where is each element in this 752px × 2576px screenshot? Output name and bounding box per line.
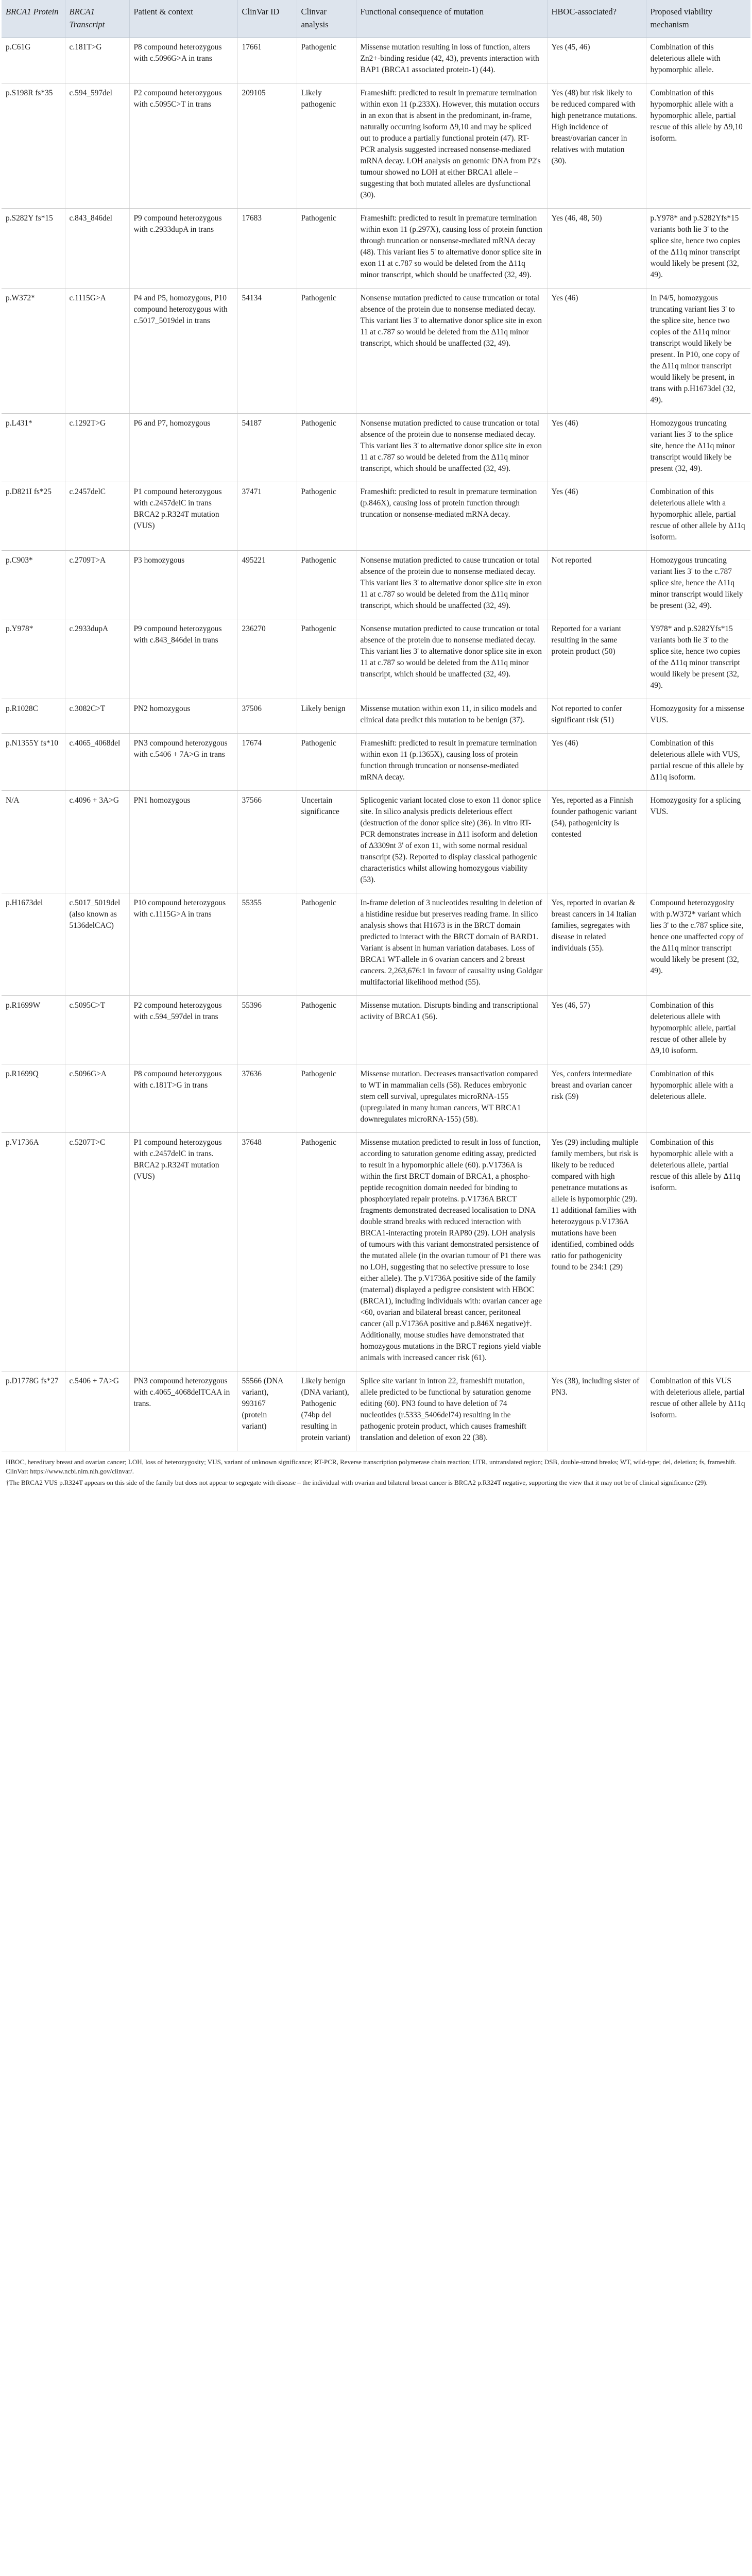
cell-transcript: c.843_846del: [65, 209, 129, 289]
cell-transcript: c.5406 + 7A>G: [65, 1371, 129, 1451]
cell-viability: In P4/5, homozygous truncating variant lies 3' to the splice site, hence two copies of the Δ11q minor transcript would likely be present. In P10, one copy of the Δ11q minor transcript would likely be present, in trans with p.H1673del (32, 49).: [646, 289, 750, 414]
cell-clinvar-analysis: Likely benign (DNA variant), Pathogenic (74bp del resulting in protein variant): [297, 1371, 356, 1451]
cell-patient: P8 compound heterozygous with c.5096G>A in trans: [129, 38, 237, 83]
cell-patient: P6 and P7, homozygous: [129, 414, 237, 482]
cell-viability: Compound heterozygosity with p.W372* variant which lies 3' to the c.787 splice site, hence one unaffected copy of the Δ11q minor transcript would likely be present (32, 49).: [646, 893, 750, 996]
cell-functional: In-frame deletion of 3 nucleotides resulting in deletion of a histidine residue but preserves reading frame. In silico analysis shows that H1673 is in the BRCT domain predicted to interact with the BRCT domain of BARD1. Variant is absent in human variation databases. Loss of BRCA1 WT-allele in 6 ovarian cancers and 2 breast cancers. 2,263,676:1 in favour of causality using Goldgar multifactorial likelihood method (55).: [356, 893, 547, 996]
cell-protein: p.D821I fs*25: [2, 482, 65, 551]
cell-viability: Combination of this deleterious allele with VUS, partial rescue of this allele by Δ11q isoform.: [646, 734, 750, 791]
cell-protein: p.R1699Q: [2, 1064, 65, 1133]
cell-protein: p.C61G: [2, 38, 65, 83]
table-row: [2, 791, 750, 893]
header-protein: BRCA1 Protein: [2, 0, 65, 38]
table-row: [2, 1064, 750, 1133]
cell-functional: Missense mutation resulting in loss of function, alters Zn2+-binding residue (42, 43), prevents interaction with BAP1 (BRCA1 associated protein-1) (44).: [356, 38, 547, 83]
cell-clinvar-analysis: Pathogenic: [297, 209, 356, 289]
cell-functional: Splice site variant in intron 22, frameshift mutation, allele predicted to be functional by saturation genome editing (60). PN3 found to have deletion of 74 nucleotides (r.5333_5406del74) resulting in the pathogenic protein product, which causes frameshift translation and deletion of exon 22 (38).: [356, 1371, 547, 1451]
cell-viability: Combination of this VUS with deleterious allele, partial rescue of other allele by Δ11q isoform.: [646, 1371, 750, 1451]
cell-viability: Homozygous truncating variant lies 3' to the splice site, hence the Δ11q minor transcript would likely be present (32, 49).: [646, 414, 750, 482]
cell-viability: Combination of this deleterious allele with hypomorphic allele.: [646, 38, 750, 83]
cell-patient: P3 homozygous: [129, 551, 237, 619]
cell-clinvar-analysis: Pathogenic: [297, 619, 356, 699]
cell-functional: Nonsense mutation predicted to cause truncation or total absence of the protein due to nonsense mediated decay. This variant lies 3' to alternative donor splice site in exon 11 at c.787 so would be deleted from the Δ11q minor transcript, which should be unaffected (32, 49).: [356, 414, 547, 482]
cell-hboc: Yes (46, 57): [547, 996, 646, 1064]
cell-transcript: c.2457delC: [65, 482, 129, 551]
table-footnotes: [2, 1451, 750, 1487]
cell-protein: p.L431*: [2, 414, 65, 482]
cell-clinvar-id: 236270: [237, 619, 297, 699]
header-clinvar-id: ClinVar ID: [237, 0, 297, 38]
cell-functional: Nonsense mutation predicted to cause truncation or total absence of the protein due to nonsense mediated decay. This variant lies 3' to alternative donor splice site in exon 11 at c.787 so would be deleted from the Δ11q minor transcript, which should be unaffected (32, 49).: [356, 619, 547, 699]
cell-functional: Nonsense mutation predicted to cause truncation or total absence of the protein due to nonsense mediated decay. This variant lies 3' to alternative donor splice site in exon 11 at c.787 so would be deleted from the Δ11q minor transcript, which should be unaffected (32, 49).: [356, 551, 547, 619]
cell-hboc: Yes, reported as a Finnish founder pathogenic variant (54), pathogenicity is contested: [547, 791, 646, 893]
cell-clinvar-id: 17674: [237, 734, 297, 791]
cell-clinvar-analysis: Likely benign: [297, 699, 356, 734]
cell-hboc: Yes (45, 46): [547, 38, 646, 83]
cell-clinvar-analysis: Pathogenic: [297, 289, 356, 414]
cell-functional: Nonsense mutation predicted to cause truncation or total absence of the protein due to nonsense mediated decay. This variant lies 3' to alternative donor splice site in exon 11 at c.787 so would be deleted from the Δ11q minor transcript, which should be unaffected (32, 49).: [356, 289, 547, 414]
header-hboc: HBOC-associated?: [547, 0, 646, 38]
cell-protein: p.H1673del: [2, 893, 65, 996]
cell-transcript: c.1115G>A: [65, 289, 129, 414]
cell-clinvar-analysis: Uncertain significance: [297, 791, 356, 893]
cell-hboc: Yes (46): [547, 482, 646, 551]
cell-clinvar-id: 54187: [237, 414, 297, 482]
cell-clinvar-id: 37636: [237, 1064, 297, 1133]
cell-viability: p.Y978* and p.S282Yfs*15 variants both lie 3' to the splice site, hence two copies of the Δ11q minor transcript would likely be present (32, 49).: [646, 209, 750, 289]
cell-viability: Homozygosity for a missense VUS.: [646, 699, 750, 734]
cell-transcript: c.3082C>T: [65, 699, 129, 734]
cell-hboc: Yes (38), including sister of PN3.: [547, 1371, 646, 1451]
cell-patient: P9 compound heterozygous with c.2933dupA in trans: [129, 209, 237, 289]
cell-clinvar-id: 55566 (DNA variant), 993167 (protein variant): [237, 1371, 297, 1451]
header-clinvar-analysis: Clinvar analysis: [297, 0, 356, 38]
cell-clinvar-analysis: Pathogenic: [297, 38, 356, 83]
cell-patient: P9 compound heterozygous with c.843_846del in trans: [129, 619, 237, 699]
cell-hboc: Yes (46, 48, 50): [547, 209, 646, 289]
cell-protein: p.V1736A: [2, 1133, 65, 1371]
table-row: [2, 699, 750, 734]
cell-clinvar-analysis: Pathogenic: [297, 996, 356, 1064]
cell-functional: Missense mutation. Decreases transactivation compared to WT in mammalian cells (58). Reduces embryonic stem cell survival, upregulates microRNA-155 (upregulated in many human cancers, WT BRCA1 downregulates microRNA-155) (58).: [356, 1064, 547, 1133]
table-row: [2, 619, 750, 699]
table-row: [2, 414, 750, 482]
footnote-abbreviations: HBOC, hereditary breast and ovarian cancer; LOH, loss of heterozygosity; VUS, variant of unknown significance; RT-PCR, Reverse transcription polymerase chain reaction; UTR, untranslated region; DSB, double-strand breaks; WT, wild-type; del, deletion; fs, frameshift. ClinVar: https://www.ncbi.nlm.nih.gov/clinvar/.: [6, 1458, 737, 1475]
cell-clinvar-id: 55396: [237, 996, 297, 1064]
table-row: [2, 209, 750, 289]
cell-viability: Homozygosity for a splicing VUS.: [646, 791, 750, 893]
cell-patient: PN1 homozygous: [129, 791, 237, 893]
cell-patient: PN2 homozygous: [129, 699, 237, 734]
table-row: [2, 1133, 750, 1371]
cell-protein: p.Y978*: [2, 619, 65, 699]
cell-clinvar-id: 55355: [237, 893, 297, 996]
cell-patient: P8 compound heterozygous with c.181T>G in trans: [129, 1064, 237, 1133]
cell-hboc: Not reported to confer significant risk (51): [547, 699, 646, 734]
cell-viability: Y978* and p.S282Yfs*15 variants both lie 3' to the splice site, hence two copies of the Δ11q minor transcript would likely be present (32, 49).: [646, 619, 750, 699]
brca1-variant-table: [2, 0, 750, 1451]
cell-functional: Missense mutation. Disrupts binding and transcriptional activity of BRCA1 (56).: [356, 996, 547, 1064]
header-patient: Patient & context: [129, 0, 237, 38]
cell-clinvar-id: 209105: [237, 83, 297, 209]
cell-hboc: Yes (46): [547, 414, 646, 482]
cell-protein: p.R1028C: [2, 699, 65, 734]
cell-functional: Frameshift: predicted to result in premature termination within exon 11 (p.297X), causing loss of protein function through truncation or nonsense-mediated mRNA decay (48). This variant lies 5' to alternative donor splice site in exon 11 at c.787 so would be deleted from the Δ11q minor transcript, which should be unaffected (32, 49).: [356, 209, 547, 289]
cell-clinvar-analysis: Pathogenic: [297, 414, 356, 482]
table-row: [2, 734, 750, 791]
cell-hboc: Yes, reported in ovarian & breast cancers in 14 Italian families, segregates with disease in related individuals (55).: [547, 893, 646, 996]
cell-transcript: c.5017_5019del (also known as 5136delCAC): [65, 893, 129, 996]
cell-functional: Missense mutation within exon 11, in silico models and clinical data predict this mutation to be benign (37).: [356, 699, 547, 734]
cell-transcript: c.4096 + 3A>G: [65, 791, 129, 893]
cell-patient: P2 compound heterozygous with c.594_597del in trans: [129, 996, 237, 1064]
cell-functional: Frameshift: predicted to result in premature termination (p.846X), causing loss of protein function through truncation or nonsense-mediated mRNA decay.: [356, 482, 547, 551]
cell-hboc: Yes (48) but risk likely to be reduced compared with high penetrance mutations. High incidence of breast/ovarian cancer in relatives with mutation (30).: [547, 83, 646, 209]
cell-patient: PN3 compound heterozygous with c.4065_4068delTCAA in trans.: [129, 1371, 237, 1451]
cell-clinvar-analysis: Pathogenic: [297, 482, 356, 551]
cell-protein: p.W372*: [2, 289, 65, 414]
cell-protein: p.S282Y fs*15: [2, 209, 65, 289]
header-transcript: BRCA1 Transcript: [65, 0, 129, 38]
cell-transcript: c.5207T>C: [65, 1133, 129, 1371]
cell-clinvar-analysis: Pathogenic: [297, 893, 356, 996]
cell-clinvar-analysis: Pathogenic: [297, 1133, 356, 1371]
cell-patient: P4 and P5, homozygous, P10 compound heterozygous with c.5017_5019del in trans: [129, 289, 237, 414]
cell-patient: P2 compound heterozygous with c.5095C>T in trans: [129, 83, 237, 209]
cell-patient: P1 compound heterozygous with c.2457delC in trans BRCA2 p.R324T mutation (VUS): [129, 482, 237, 551]
cell-clinvar-id: 37471: [237, 482, 297, 551]
cell-transcript: c.594_597del: [65, 83, 129, 209]
cell-viability: Combination of this deleterious allele with a hypomorphic allele, partial rescue of other allele by Δ11q isoform.: [646, 482, 750, 551]
cell-transcript: c.1292T>G: [65, 414, 129, 482]
header-viability: Proposed viability mechanism: [646, 0, 750, 38]
cell-patient: P1 compound heterozygous with c.2457delC in trans. BRCA2 p.R324T mutation (VUS): [129, 1133, 237, 1371]
table-row: [2, 893, 750, 996]
table-row: [2, 289, 750, 414]
cell-viability: Combination of this hypomorphic allele with a hypomorphic allele, partial rescue of this allele by Δ9,10 isoform.: [646, 83, 750, 209]
cell-clinvar-id: 37648: [237, 1133, 297, 1371]
table-body: [2, 38, 750, 1451]
cell-viability: Combination of this hypomorphic allele with a deleterious allele, partial rescue of this allele by Δ11q isoform.: [646, 1133, 750, 1371]
cell-transcript: c.5095C>T: [65, 996, 129, 1064]
cell-protein: p.D1778G fs*27: [2, 1371, 65, 1451]
cell-clinvar-analysis: Pathogenic: [297, 551, 356, 619]
table-header: [2, 0, 750, 38]
table-row: [2, 551, 750, 619]
cell-protein: N/A: [2, 791, 65, 893]
table-row: [2, 482, 750, 551]
cell-protein: p.C903*: [2, 551, 65, 619]
cell-hboc: Yes (46): [547, 734, 646, 791]
header-functional: Functional consequence of mutation: [356, 0, 547, 38]
cell-viability: Combination of this deleterious allele with hypomorphic allele, partial rescue of other allele by Δ9,10 isoform.: [646, 996, 750, 1064]
cell-clinvar-id: 37506: [237, 699, 297, 734]
cell-transcript: c.4065_4068del: [65, 734, 129, 791]
cell-transcript: c.181T>G: [65, 38, 129, 83]
cell-hboc: Yes (29) including multiple family members, but risk is likely to be reduced compared with high penetrance mutations as allele is hypomorphic (29). 11 additional families with heterozygous p.V1736A mutations have been identified, combined odds ratio for pathogenicity found to be 234:1 (29): [547, 1133, 646, 1371]
cell-transcript: c.5096G>A: [65, 1064, 129, 1133]
cell-viability: Homozygous truncating variant lies 3' to the c.787 splice site, hence the Δ11q minor transcript would likely be present (32, 49).: [646, 551, 750, 619]
cell-transcript: c.2709T>A: [65, 551, 129, 619]
table-row: [2, 38, 750, 83]
cell-clinvar-id: 54134: [237, 289, 297, 414]
cell-hboc: Reported for a variant resulting in the same protein product (50): [547, 619, 646, 699]
cell-clinvar-analysis: Pathogenic: [297, 734, 356, 791]
cell-transcript: c.2933dupA: [65, 619, 129, 699]
footnote-dagger: †The BRCA2 VUS p.R324T appears on this side of the family but does not appear to segregate with disease – the individual with ovarian and bilateral breast cancer is BRCA2 p.R324T negative, supporting the view that it may not be of clinical significance (29).: [6, 1479, 708, 1486]
cell-clinvar-id: 37566: [237, 791, 297, 893]
cell-functional: Frameshift: predicted to result in premature termination within exon 11 (p.233X). However, this mutation occurs in an exon that is absent in the predominant, in-frame, naturally occurring isoform Δ9,10 and may be spliced out to produce a partially functional protein (47). RT-PCR analysis suggested increased nonsense-mediated mRNA decay. LOH analysis on genomic DNA from P2's tumour showed no LOH at either BRCA1 allele – suggesting that both mutated alleles are dysfunctional (30).: [356, 83, 547, 209]
cell-clinvar-analysis: Likely pathogenic: [297, 83, 356, 209]
cell-protein: p.N1355Y fs*10: [2, 734, 65, 791]
cell-clinvar-analysis: Pathogenic: [297, 1064, 356, 1133]
cell-clinvar-id: 495221: [237, 551, 297, 619]
cell-patient: P10 compound heterozygous with c.1115G>A in trans: [129, 893, 237, 996]
cell-hboc: Yes (46): [547, 289, 646, 414]
cell-hboc: Yes, confers intermediate breast and ovarian cancer risk (59): [547, 1064, 646, 1133]
cell-viability: Combination of this hypomorphic allele with a deleterious allele.: [646, 1064, 750, 1133]
cell-protein: p.S198R fs*35: [2, 83, 65, 209]
cell-functional: Frameshift: predicted to result in premature termination within exon 11 (p.1365X), causing loss of protein function through truncation or nonsense-mediated mRNA decay.: [356, 734, 547, 791]
cell-clinvar-id: 17661: [237, 38, 297, 83]
cell-functional: Splicogenic variant located close to exon 11 donor splice site. In silico analysis predicts deleterious effect (destruction of the donor splice site) (36). In vitro RT-PCR demonstrates increase in Δ11 isoform and deletion of Δ3309nt 3' of exon 11, with some normal residual transcript (52). Reported to display classical pathogenic characteristics whilst allowing homozygous viability (53).: [356, 791, 547, 893]
table-row: [2, 996, 750, 1064]
table-row: [2, 1371, 750, 1451]
cell-clinvar-id: 17683: [237, 209, 297, 289]
cell-hboc: Not reported: [547, 551, 646, 619]
table-row: [2, 83, 750, 209]
cell-patient: PN3 compound heterozygous with c.5406 + 7A>G in trans: [129, 734, 237, 791]
cell-protein: p.R1699W: [2, 996, 65, 1064]
cell-functional: Missense mutation predicted to result in loss of function, according to saturation genome editing assay, predicted to result in a hypomorphic allele (60). p.V1736A is within the first BRCT domain of BRCA1, a phospho-peptide recognition domain needed for binding to phosphorylated repair proteins. p.V1736A BRCT fragments demonstrated decreased localisation to DNA double strand breaks with reduced interaction with BRCA1-interacting protein RAP80 (29). LOH analysis of tumours with this variant demonstrated persistence of the mutated allele (in the ovarian tumour of P1 there was no LOH, suggesting that no selective pressure to lose either allele). The p.V1736A positive side of the family (maternal) displayed a pedigree consistent with HBOC (BRCA1), including individuals with: ovarian cancer age <60, ovarian and bilateral breast cancer, peritoneal cancer (all p.V1736A positive and p.846X negative)†. Additionally, mouse studies have demonstrated that homozygous mutations in the BRCT regions yield viable animals with increased cancer risk (61).: [356, 1133, 547, 1371]
